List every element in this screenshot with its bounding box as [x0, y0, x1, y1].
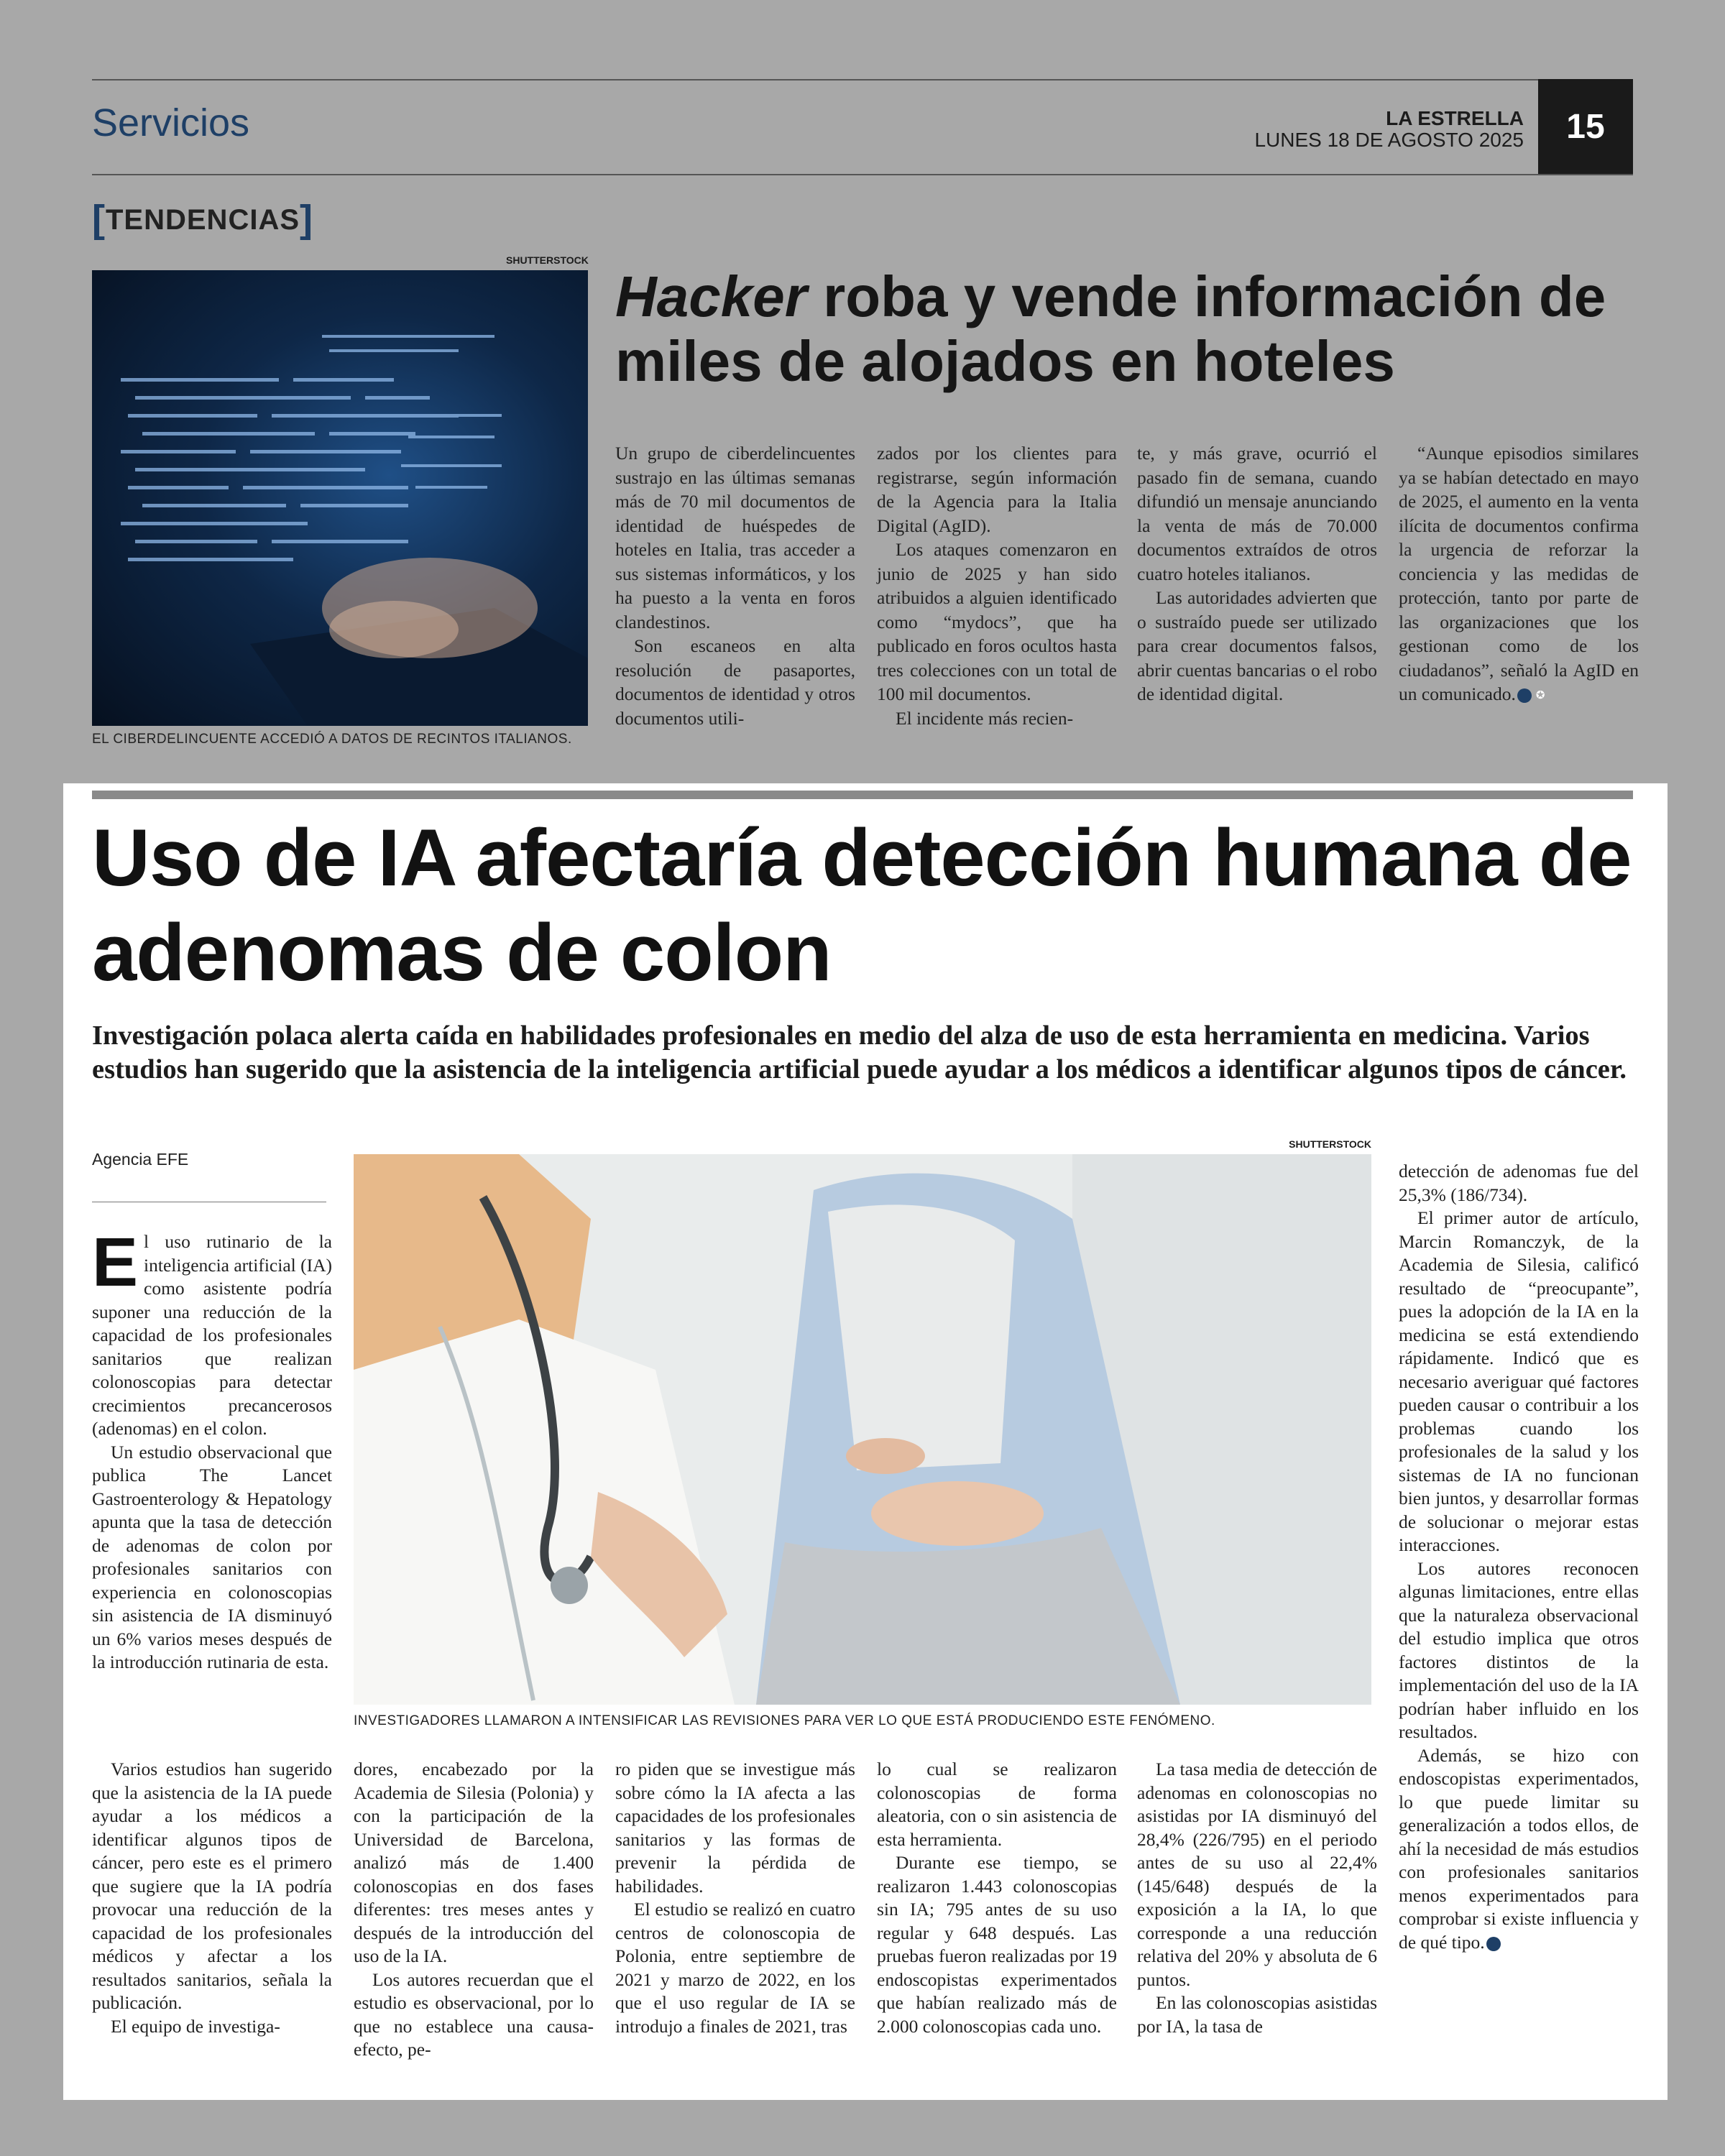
story1-column-2 [877, 441, 1117, 730]
paragraph: Un estudio observacional que publica The Lancet Gastroenterology & Hepatology apunta que la tasa de detección de adenomas de colon por profesionales sanitarios con experiencia en colonoscopias sin asistencia de IA disminuyó un 6% varios meses después de la introducción rutinaria de esta. [92, 1441, 332, 1672]
article-column-1-lower [92, 1758, 332, 2038]
paragraph: El estudio se realizó en cuatro centros de colonoscopia de Polonia, entre septiembre de 2021 y marzo de 2022, en los que el uso regular de IA se introdujo a finales de 2021, tras [615, 1899, 855, 2037]
paragraph: Durante ese tiempo, se realizaron 1.443 colonoscopias sin IA; 795 antes de su uso regular y 648 después. Las pruebas fueron realizadas por 19 endoscopistas experimentados que habían realizado más de 2.000 colonoscopias cada uno. [877, 1852, 1117, 2037]
article-column-3 [615, 1758, 855, 2038]
doctor-patient-photo [354, 1154, 1371, 1705]
story-headline [615, 264, 1636, 394]
paragraph: “Aunque episodios similares ya se habían detectado en mayo de 2025, el aumento en la venta ilícita de documentos confirma la urgencia de reforzar la conciencia y las medidas de protección, tanto por parte de las organizaciones que los gestionan como de los ciudadanos”, señaló la AgID en un comunicado. ✪ [1399, 443, 1639, 704]
paragraph: ro piden que se investigue más sobre cómo la IA afecta a las capacidades de los profesionales sanitarios y las formas de prevenir la pérdida de habilidades. [615, 1759, 855, 1897]
paragraph: Además, se hizo con endoscopistas experimentados, lo que puede limitar su generalización a todos ellos, de ahí la necesidad de más estudios con profesionales sanitarios menos experimentados para comprobar si existe influencia y de qué tipo. ✪ [1399, 1744, 1639, 1953]
paragraph: El equipo de investiga- [111, 2015, 280, 2037]
header-bottom-rule [92, 174, 1633, 175]
headline-rest: roba y vende información de miles de alojados en hoteles [615, 264, 1606, 393]
paragraph: lo cual se realizaron colonoscopias de forma aleatoria, con o sin asistencia de esta herramienta. [877, 1759, 1117, 1850]
article-column-4 [877, 1758, 1117, 2038]
story1-column-1 [615, 441, 855, 730]
doctor-patient-illustration [354, 1154, 1371, 1705]
paragraph: detección de adenomas fue del 25,3% (186/734). [1399, 1161, 1639, 1205]
paragraph: Varios estudios han sugerido que la asistencia de la IA puede ayudar a los médicos a identificar algunos tipos de cáncer, pero este es el primero que sugiere que la IA podría provocar una reducción de la capacidad de los profesionales médicos y afectar a los resultados sanitarios, señala la publicación. [92, 1759, 332, 2013]
paragraph: Los autores recuerdan que el estudio es observacional, por lo que no establece una causa-efecto, pe- [354, 1968, 594, 2060]
paragraph: Los autores reconocen algunas limitaciones, entre ellas que la naturaleza observacional del estudio implica que otros factores distintos de la implementación del uso de la IA podrían haber influido en los resultados. [1399, 1557, 1639, 1742]
article-deck: Investigación polaca alerta caída en habilidades profesionales en medio del alza de uso de esta herramienta en medicina. Varios estudios han sugerido que la asistencia de la inteligencia artificial puede ayudar a los médicos a identificar algunos tipos de cáncer. [92, 1021, 1627, 1084]
paragraph: Las autoridades advierten que o sustraído puede ser utilizado para crear documentos falsos, abrir cuentas bancarias o el robo de identidad digital. [1137, 587, 1377, 704]
article-top-rule [92, 791, 1633, 799]
paragraph: zados por los clientes para registrarse, según información de la Agencia para la Italia Digital (AgID). [877, 443, 1117, 536]
photo-credit: SHUTTERSTOCK [506, 254, 589, 266]
paragraph: Los ataques comenzaron en junio de 2025 y han sido atribuidos a alguien identificado como “mydocs”, que ha publicado en foros ocultos hasta tres colecciones con un total de 100 mil documentos. [877, 539, 1117, 704]
article-column-6 [1399, 1160, 1639, 1954]
headline-italic: Hacker [615, 264, 807, 328]
story1-column-3 [1137, 441, 1377, 706]
kicker-text: TENDENCIAS [105, 204, 300, 236]
photo-caption: INVESTIGADORES LLAMARON A INTENSIFICAR LAS REVISIONES PARA VER LO QUE ESTÁ PRODUCIENDO ESTE FENÓMENO. [354, 1713, 1215, 1728]
article-column-1 [92, 1224, 332, 1674]
article-column-2 [354, 1758, 594, 2062]
photo-credit: SHUTTERSTOCK [1289, 1138, 1371, 1150]
paragraph: El incidente más recien- [896, 707, 1074, 729]
article-headline: Uso de IA afectaría detección humana de adenomas de colon [92, 813, 1632, 998]
story1-column-4 [1399, 441, 1639, 706]
paragraph: En las colonoscopias asistidas por IA, la tasa de [1137, 1992, 1377, 2037]
end-mark-icon: ✪ [1517, 688, 1532, 703]
byline: Agencia EFE [92, 1150, 189, 1169]
kicker-label [92, 194, 313, 239]
paragraph: Un grupo de ciberdelincuentes sustrajo en las últimas semanas más de 70 mil documentos de identidad de huéspedes de hoteles en Italia, tras acceder a sus sistemas informáticos, y los ha puesto a la venta en foros clandestinos. [615, 443, 855, 632]
paragraph: Son escaneos en alta resolución de pasaportes, documentos de identidad y otros documentos utili- [615, 635, 855, 729]
paragraph: te, y más grave, ocurrió el pasado fin de semana, cuando difundió un mensaje anunciando la venta de más de 70.000 documentos extraídos de otros cuatro hoteles italianos. [1137, 443, 1377, 584]
photo-caption: EL CIBERDELINCUENTE ACCEDIÓ A DATOS DE RECINTOS ITALIANOS. [92, 732, 572, 747]
code-screen-illustration [92, 270, 588, 726]
paragraph: La tasa media de detección de adenomas en colonoscopias no asistidas por IA disminuyó del 28,4% (226/795) en el periodo antes de su uso al 22,4% (145/648) después de la exposición a la IA, lo que corresponde a una reducción relativa del 20% y absoluta de 6 puntos. [1137, 1759, 1377, 1990]
kicker-bracket-close: ] [300, 198, 313, 241]
header-top-rule [92, 79, 1633, 80]
paragraph: El uso rutinario de la inteligencia artificial (IA) como asistente podría suponer una reducción de la capacidad de los profesionales sanitarios que realizan colonoscopias para detectar crecimientos precancerosos (adenomas) en el colon. [92, 1224, 332, 1439]
issue-date: LUNES 18 DE AGOSTO 2025 [1254, 129, 1524, 151]
section-name: Servicios [92, 101, 250, 144]
paragraph: El primer autor de artículo, Marcin Romanczyk, de la Academia de Silesia, calificó resultado de “preocupante”, pues la adopción de la IA en la medicina se está extendiendo rápidamente. Indicó que es necesario averiguar qué factores pueden causar o contribuir a los problemas cuando los profesionales de la salud y los sistemas de IA no funcionan bien juntos, y desarrollar formas de solucionar o mejorar estas interacciones. [1399, 1207, 1639, 1555]
drop-cap: E [92, 1224, 139, 1301]
page-number: 15 [1538, 79, 1633, 174]
kicker-bracket-open: [ [92, 198, 106, 241]
paragraph: dores, encabezado por la Academia de Silesia (Polonia) y con la participación de la Universidad de Barcelona, analizó más de 1.400 colonoscopias en dos fases diferentes: tres meses antes y después de la introducción del uso de la IA. [354, 1759, 594, 1966]
article-column-5 [1137, 1758, 1377, 2038]
end-mark-icon: ✪ [1486, 1937, 1501, 1951]
newspaper-name: LA ESTRELLA [1386, 107, 1524, 129]
hacker-photo [92, 270, 588, 726]
